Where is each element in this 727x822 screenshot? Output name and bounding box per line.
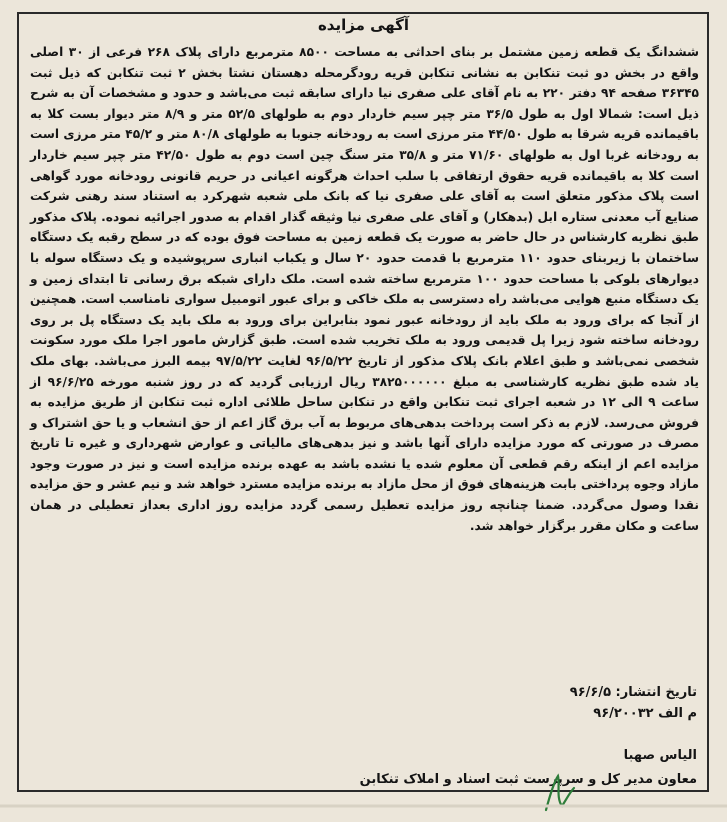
signatory-title: معاون مدیر کل و سرپرست ثبت اسناد و املاک تنکابن — [359, 772, 697, 787]
handwritten-mark — [540, 770, 580, 815]
notice-title: آگهی مزایده — [317, 16, 410, 34]
reference-number: م الف ۹۶/۲۰۰۳۲ — [593, 706, 697, 721]
signatory-name: الیاس صهبا — [623, 748, 697, 763]
publish-date: تاریخ انتشار: ۹۶/۶/۵ — [569, 685, 697, 700]
notice-body: ششدانگ یک قطعه زمین مشتمل بر بنای احداثی به مساحت ۸۵۰۰ مترمربع دارای پلاک ۲۶۸ فرعی از ۳۰ اصلی واقع در بخش دو ثبت تنکابن به نشانی تنکابن قریه رودگرمحله دهستان نشتا بخش ۲ ثبت تنکابن که ذیل ثبت ۳۶۳۴۵ صفحه ۹۴ دفتر ۲۲۰ به نام آقای علی صفری نیا دارای سابقه ثبت می‌باشد و حدود و مشخصات آن به شرح ذیل است: شمالا اول به طول ۳۶/۵ متر چپر سیم خاردار دوم به طولهای ۵۲/۵ متر و ۸/۹ متر دیوار بست کلا به باقیمانده قریه شرقا به طول ۴۴/۵۰ متر مرزی است به رودخانه جنوبا به طولهای ۸۰/۸ متر و ۴۵/۲ متر مرزی است به رودخانه غربا اول به طولهای ۷۱/۶۰ متر و ۳۵/۸ متر سنگ چین است دوم به طول ۴۲/۵۰ متر چپر سیم خاردار است کلا به باقیمانده قریه حقوق ارتفاقی با سلب احداث هرگونه اعیانی در حریم قانونی رودخانه مورد گواهی است پلاک مذکور متعلق است به آقای علی صفری نیا که بانک ملی شعبه شهرکرد به استناد سند رهنی شرکت صنایع آب معدنی ستاره ابل (بدهکار) و آقای علی صفری نیا وثیقه گذار اقدام به صدور اجرائیه نموده. پلاک مذکور طبق نظریه کارشناس در حال حاضر به صورت یک قطعه زمین به مساحت فوق بوده که در سطح رقبه یک دستگاه ساختمان با زیربنای حدود ۱۱۰ مترمربع با قدمت حدود ۲۰ سال و یکباب انباری سرپوشیده و یک دستگاه سوله با دیوارهای بلوکی با مساحت حدود ۱۰۰ مترمربع ساخته شده است. ملک دارای شبکه برق رسانی تا ابتدای زمین و یک دستگاه منبع هوایی می‌باشد راه دسترسی به ملک خاکی و برای عبور اتومبیل سواری نامناسب است. همچنین از آنجا که برای ورود به ملک باید از رودخانه عبور نمود بنابراین برای ورود به ملک باید یک دستگاه پل بر روی رودخانه ساخته شود زیرا پل قدیمی ورود به ملک تخریب شده است. طبق گزارش مامور اجرا ملک مورد سکونت شخصی نمی‌باشد و طبق اعلام بانک پلاک مذکور از تاریخ ۹۶/۵/۲۲ لغایت ۹۷/۵/۲۲ بیمه البرز می‌باشد. بهای ملک یاد شده طبق نظریه کارشناسی به مبلغ ۳۸۲۵۰۰۰۰۰۰ ریال ارزیابی گردید که در روز شنبه مورخه ۹۶/۶/۲۵ از ساعت ۹ الی ۱۲ در شعبه اجرای ثبت تنکابن واقع در تنکابن ساحل طلائی اداره ثبت تنکابن از طریق مزایده به فروش می‌رسد. لازم به ذکر است پرداخت بدهی‌های مربوط به آب برق گاز اعم از حق انشعاب و یا حق اشتراک و مصرف در صورتی که مورد مزایده دارای آنها باشد و نیز بدهی‌های مالیاتی و عوارض شهرداری و غیره تا تاریخ مزایده اعم از اینکه رقم قطعی آن معلوم شده یا نشده باشد به عهده برنده مزایده است و نیز در صورت وجود مازاد وجوه پرداختی بابت هزینه‌های فوق از محل مازاد به برنده مزایده مسترد خواهد شد و نیم عشر و حق مزایده نقدا وصول می‌گردد. ضمنا چنانچه روز مزایده تعطیل رسمی گردد مزایده روز اداری بعداز تعطیلی در همان ساعت و مکان مقرر برگزار خواهد شد. — [30, 45, 699, 533]
signature-block — [360, 744, 697, 792]
notice-meta — [570, 682, 697, 724]
